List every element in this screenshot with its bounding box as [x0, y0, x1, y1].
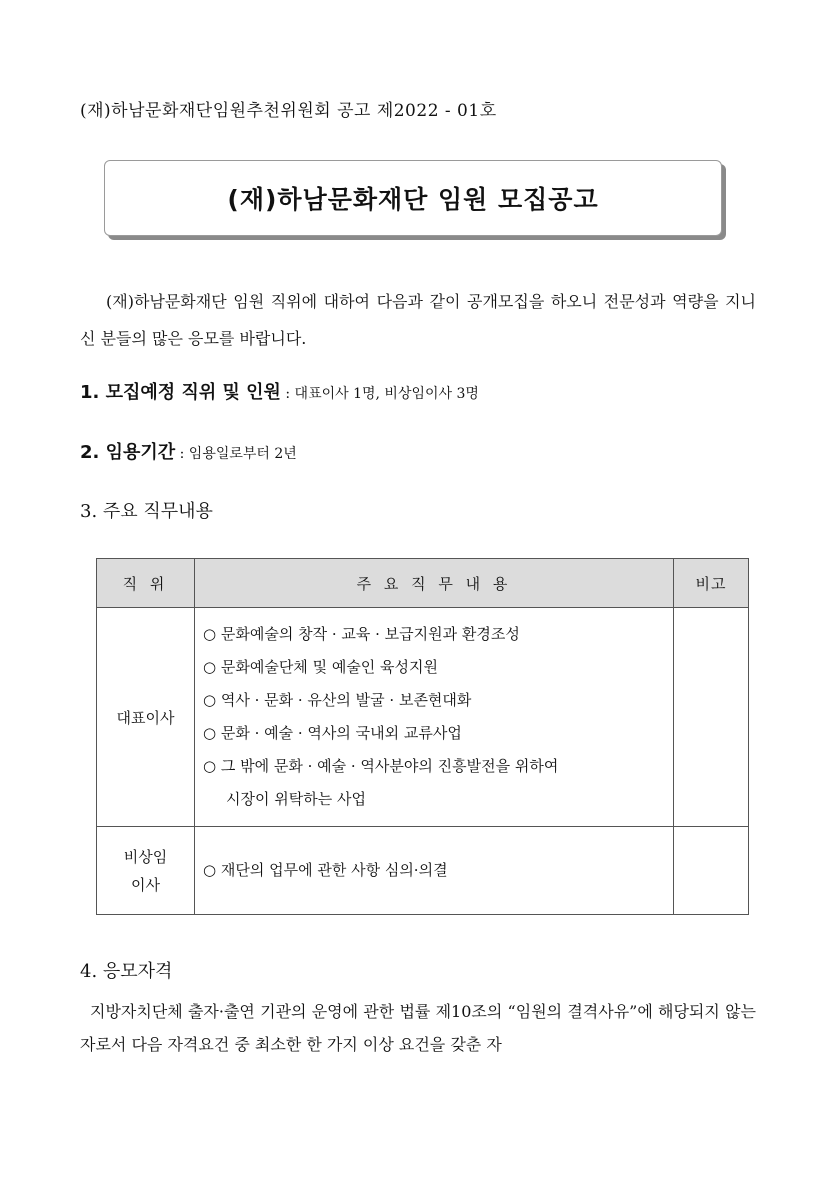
- table-row: [97, 608, 749, 827]
- duties-table: [96, 558, 749, 915]
- role-line: 비상임: [123, 847, 168, 866]
- section-2-heading: 2. 임용기간: [80, 442, 176, 463]
- duty-item: ○ 그 밖에 문화 · 예술 · 역사분야의 진흥발전을 위하여: [203, 757, 559, 775]
- duty-item: ○ 재단의 업무에 관한 사항 심의·의결: [203, 861, 448, 879]
- section-1-heading: 1. 모집예정 직위 및 인원: [80, 382, 281, 403]
- intro-paragraph: [80, 283, 756, 357]
- title-box: [104, 160, 722, 236]
- note-non-standing-director: [674, 827, 749, 915]
- header-note: 비고: [674, 559, 749, 608]
- duties-non-standing-director: [195, 827, 674, 915]
- section-1: [80, 378, 479, 404]
- table-row: [97, 827, 749, 915]
- section-4-paragraph: [80, 995, 756, 1061]
- duty-item-continued: 시장이 위탁하는 사업: [226, 790, 366, 808]
- section-4-heading: 4. 응모자격: [80, 961, 173, 982]
- section-3-heading: 3. 주요 직무내용: [80, 501, 213, 522]
- role-ceo: 대표이사: [97, 608, 195, 827]
- table-header-row: [97, 559, 749, 608]
- notice-number: (재)하남문화재단임원추천위원회 공고 제2022 - 01호: [80, 101, 497, 121]
- duties-ceo: [195, 608, 674, 827]
- intro-text: (재)하남문화재단 임원 직위에 대하여 다음과 같이 공개모집을 하오니 전문성과 역량을 지니신 분들의 많은 응모를 바랍니다.: [80, 292, 756, 348]
- section-2: [80, 438, 297, 464]
- section-2-value: : 임용일로부터 2년: [175, 446, 297, 462]
- note-ceo: [674, 608, 749, 827]
- section-4-text: 지방자치단체 출자·출연 기관의 운영에 관한 법률 제10조의 “임원의 결격사유”에 해당되지 않는 자로서 다음 자격요건 중 최소한 한 가지 이상 요건을 갖춘 자: [80, 1002, 756, 1054]
- duty-item: ○ 문화 · 예술 · 역사의 국내외 교류사업: [203, 724, 462, 742]
- header-duties: 주 요 직 무 내 용: [195, 559, 674, 608]
- duty-item: ○ 문화예술의 창작 · 교육 · 보급지원과 환경조성: [203, 625, 520, 643]
- duty-item: ○ 문화예술단체 및 예술인 육성지원: [203, 658, 439, 676]
- role-line: 이사: [131, 875, 160, 894]
- duty-item: ○ 역사 · 문화 · 유산의 발굴 · 보존현대화: [203, 691, 472, 709]
- header-position: 직 위: [97, 559, 195, 608]
- section-1-value: : 대표이사 1명, 비상임이사 3명: [280, 386, 479, 402]
- role-non-standing-director: [97, 827, 195, 915]
- page-title: (재)하남문화재단 임원 모집공고: [227, 185, 599, 214]
